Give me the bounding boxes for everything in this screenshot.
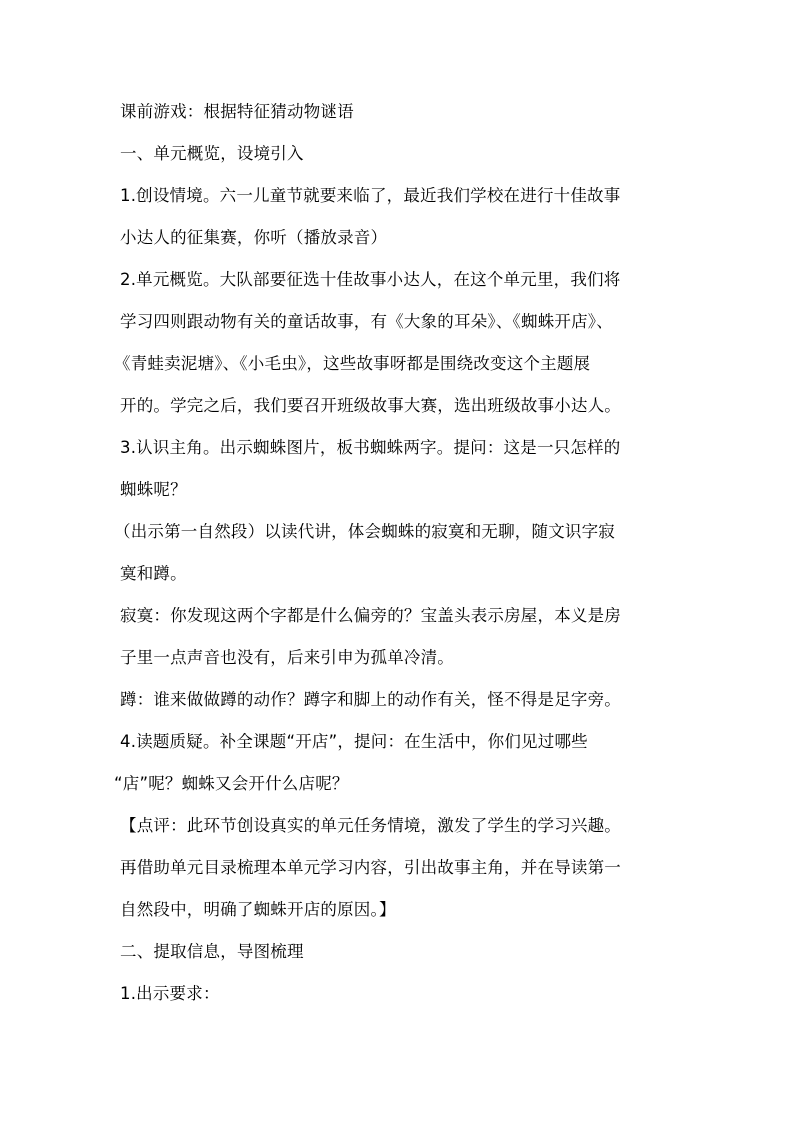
paragraph-line: 蹲：谁来做做蹲的动作？蹲字和脚上的动作有关，怪不得是足字旁。	[120, 690, 621, 709]
commentary-line: 再借助单元目录梳理本单元学习内容，引出故事主角，并在导读第一	[120, 858, 621, 877]
game-intro-line: 课前游戏：根据特征猜动物谜语	[120, 102, 354, 121]
paragraph-line: （出示第一自然段）以读代讲，体会蜘蛛的寂寞和无聊，随文识字寂	[114, 522, 615, 541]
paragraph-line: 《青蛙卖泥塘》、《小毛虫》，这些故事呀都是围绕改变这个主题展	[114, 354, 591, 373]
paragraph-line: 子里一点声音也没有，后来引申为孤单冷清。	[120, 648, 454, 667]
paragraph-line: “店”呢？蜘蛛又会开什么店呢？	[114, 774, 349, 793]
paragraph-line: 蜘蛛呢？	[120, 480, 187, 499]
paragraph-line: 小达人的征集赛，你听（播放录音）	[120, 228, 388, 247]
paragraph-line: 2.单元概览。大队部要征选十佳故事小达人，在这个单元里，我们将	[120, 270, 621, 289]
paragraph-line: 3.认识主角。出示蜘蛛图片，板书蜘蛛两字。提问：这是一只怎样的	[120, 438, 621, 457]
paragraph-line: 1.出示要求：	[120, 984, 220, 1003]
paragraph-line: 1.创设情境。六一儿童节就要来临了，最近我们学校在进行十佳故事	[120, 186, 621, 205]
paragraph-line: 寞和蹲。	[120, 564, 187, 583]
commentary-line: 自然段中，明确了蜘蛛开店的原因。】	[120, 900, 396, 919]
paragraph-line: 学习四则跟动物有关的童话故事，有《大象的耳朵》、《蜘蛛开店》、	[120, 312, 613, 331]
paragraph-line: 4.读题质疑。补全课题“开店”，提问：在生活中，你们见过哪些	[120, 732, 588, 751]
paragraph-line: 开的。学完之后，我们要召开班级故事大赛，选出班级故事小达人。	[120, 396, 621, 415]
paragraph-line: 寂寞：你发现这两个字都是什么偏旁的？宝盖头表示房屋，本义是房	[120, 606, 621, 625]
section-two-heading: 二、提取信息，导图梳理	[120, 942, 304, 961]
document-body	[114, 102, 690, 1004]
section-one-heading: 一、单元概览，设境引入	[120, 144, 304, 163]
commentary-line: 【点评：此环节创设真实的单元任务情境，激发了学生的学习兴趣。	[120, 816, 621, 835]
